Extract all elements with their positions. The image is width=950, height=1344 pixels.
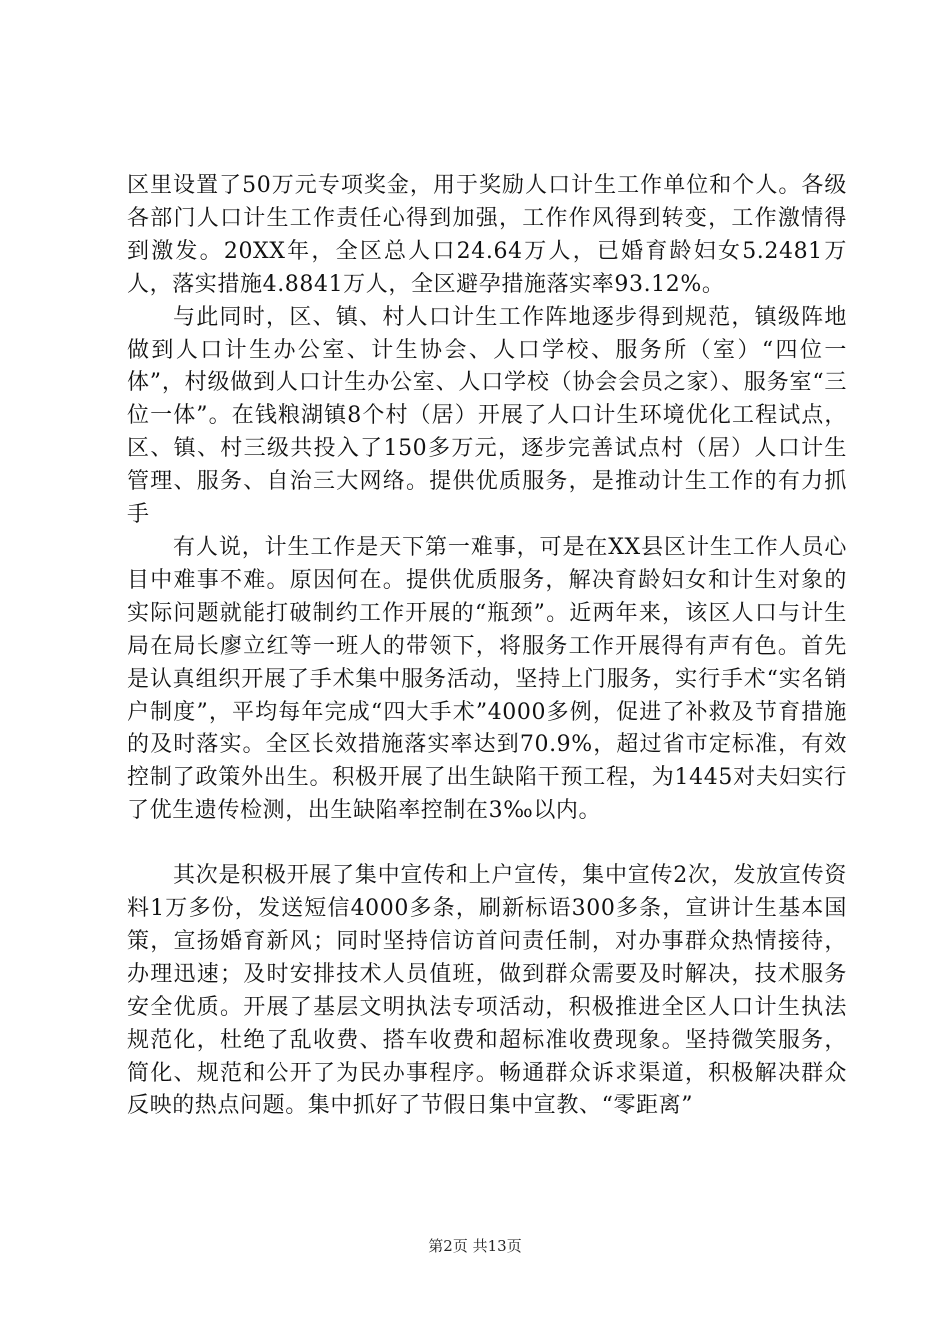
paragraph-4: 其次是积极开展了集中宣传和上户宣传，集中宣传2次，发放宣传资料1万多份，发送短信4000多条，刷新标语300多条，宣讲计生基本国策，宣扬婚育新风；同时坚持信访首问责任制，对办事群众热情接待，办理迅速；及时安排技术人员值班，做到群众需要及时解决，技术服务安全优质。开展了基层文明执法专项活动，积极推进全区人口计生执法规范化，杜绝了乱收费、搭车收费和超标准收费现象。坚持微笑服务，简化、规范和公开了为民办事程序。畅通群众诉求渠道，积极解决群众反映的热点问题。集中抓好了节假日集中宣教、“零距离” (127, 863, 847, 1119)
paragraph-2: 与此同时，区、镇、村人口计生工作阵地逐步得到规范，镇级阵地做到人口计生办公室、计生协会、人口学校、服务所（室）“四位一体”，村级做到人口计生办公室、人口学校（协会会员之家）、服务室“三位一体”。在钱粮湖镇8个村（居）开展了人口计生环境优化工程试点，区、镇、村三级共投入了150多万元，逐步完善试点村（居）人口计生管理、服务、自治三大网络。提供优质服务，是推动计生工作的有力抓手 (127, 304, 847, 528)
page-number-footer: 第2页 共13页 (428, 1237, 522, 1255)
paragraph-3: 有人说，计生工作是天下第一难事，可是在XX县区计生工作人员心目中难事不难。原因何在。提供优质服务，解决育龄妇女和计生对象的实际问题就能打破制约工作开展的“瓶颈”。近两年来，该区人口与计生局在局长廖立红等一班人的带领下，将服务工作开展得有声有色。首先是认真组织开展了手术集中服务活动，坚持上门服务，实行手术“实名销户制度”，平均每年完成“四大手术”4000多例，促进了补救及节育措施的及时落实。全区长效措施落实率达到70.9%，超过省市定标准，有效控制了政策外出生。积极开展了出生缺陷干预工程，为1445对夫妇实行了优生遗传检测，出生缺陷率控制在3‰以内。 (127, 534, 847, 824)
document-body (127, 170, 847, 1123)
paragraph-1: 区里设置了50万元专项奖金，用于奖励人口计生工作单位和个人。各级各部门人口计生工作责任心得到加强，工作作风得到转变，工作激情得到激发。20XX年，全区总人口24.64万人，已婚育龄妇女5.2481万人，落实措施4.8841万人，全区避孕措施落实率93.12%。 (127, 173, 847, 297)
